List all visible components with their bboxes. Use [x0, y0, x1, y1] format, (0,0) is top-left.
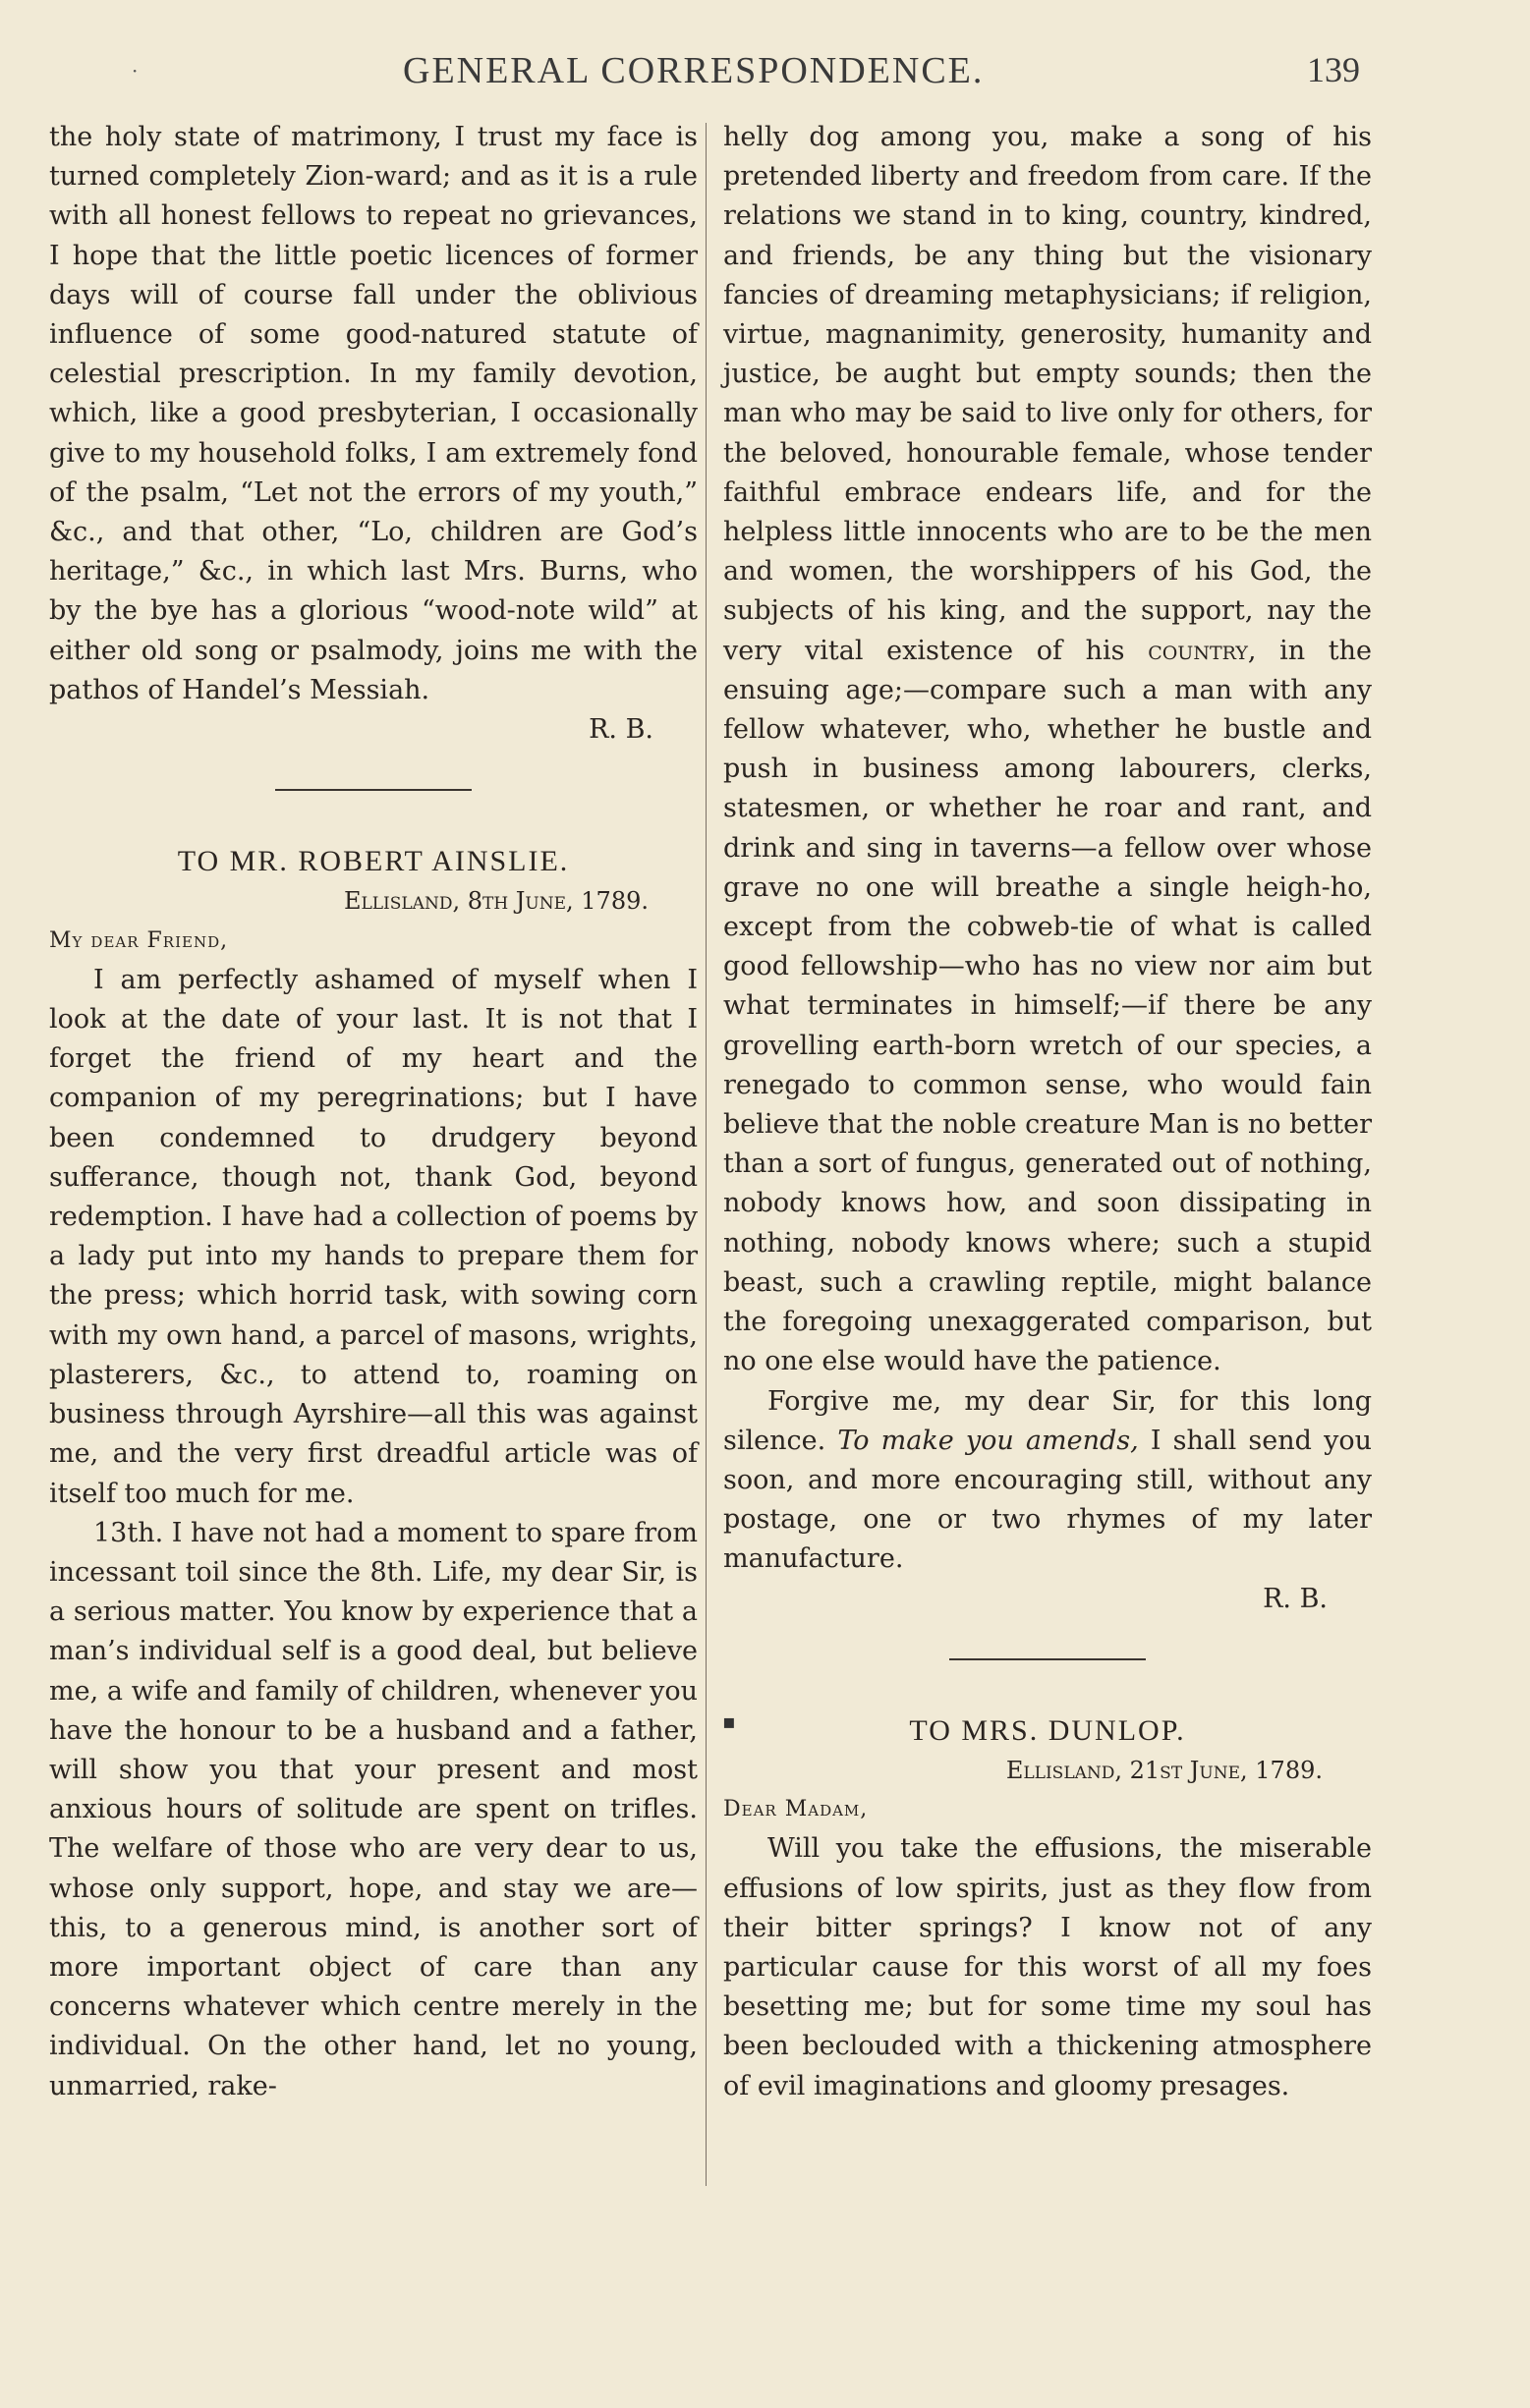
left-column [49, 118, 698, 2106]
letter-paragraph: Will you take the effusions, the miserable effusions of low spirits, just as they flow from their bitter springs? I know not of any particular cause for this worst of all my foes besetting me; but for some time my soul has been beclouded with a thickening atmosphere of evil imaginations and gloomy presages. [723, 1833, 1372, 2101]
column-divider [706, 123, 707, 2186]
paragraph-text: I shall send you soon, and more encouraging still, without any postage, one or two rhymes of my later manufacture. [723, 1425, 1372, 1575]
letter-heading-dunlop: TO MRS. DUNLOP. [909, 1713, 1186, 1747]
running-title: GENERAL CORRESPONDENCE. [403, 50, 985, 91]
paragraph-text: Forgive me, my dear Sir, for this long silence. [723, 1385, 1372, 1456]
letter-paragraph [723, 118, 1372, 1382]
paragraph-text: helly dog among you, make a song of his pretended liberty and freedom from care. If the relations we stand in to king, country, kindred, and friends, be any thing but the visionary fancies of dreaming metaphysicians; if religion, virtue, magnanimity, generosity, humanity and justice, be aught but empty sounds; then the man who may be said to live only for others, for the beloved, honourable female, whose tender faithful embrace endears life, and for the helpless little innocents who are to be the men and women, the worshippers of his God, the subjects of his king, and the support, nay the very vital existence of his [723, 122, 1372, 666]
margin-mark: ▪ [722, 1709, 736, 1733]
letter-salutation: Dear Madam, [723, 1797, 869, 1822]
signature-initials: R. B. [589, 714, 653, 746]
section-separator [949, 1658, 1146, 1660]
page-number: 139 [1307, 50, 1360, 89]
italic-phrase: To make you amends, [837, 1425, 1139, 1456]
letter-paragraph: I am perfectly ashamed of myself when I look at the date of your last. It is not that I forget the friend of my heart and the companion of my peregrinations; but I have been condemned to drudgery beyond sufferance, though not, thank God, beyond redemption. I have had a collection of poems by a lady put into my hands to prepare them for the press; which horrid task, with sowing corn with my own hand, a parcel of masons, wrights, plasterers, &c., to attend to, roaming on business through Ayrshire—all this was against me, and the very first dreadful article was of itself too much for me. [49, 964, 698, 1509]
letter-continuation-paragraph: the holy state of matrimony, I trust my face is turned completely Zion-ward; and as it is a rule with all honest fellows to repeat no grievances, I hope that the little poetic licences of former days will of course fall under the oblivious influence of some good-natured statute of celestial prescription. In my family devotion, which, like a good presbyterian, I occasionally give to my household folks, I am extremely fond of the psalm, “Let not the errors of my youth,” &c., and that other, “Lo, children are God’s heritage,” &c., in which last Mrs. Burns, who by the bye has a glorious “wood-note wild” at either old song or psalmody, joins me with the pathos of Handel’s Messiah. [49, 122, 698, 705]
running-header [0, 49, 1530, 98]
right-column [723, 118, 1372, 2106]
small-caps-word: country [1148, 635, 1248, 666]
paragraph-text: , in the ensuing age;—compare such a man with any fellow whatever, who, whether he bustle and push in business among labourers, clerks, statesmen, or whether he roar and rant, and drink and sing in taverns—a fellow over whose grave no one will breathe a single heigh-ho, except from the cobweb-tie of what is called good fellowship—who has no view nor aim but what terminates in himself;—if there be any grovelling earth-born wretch of our species, a renegado to common sense, who would fain believe that the noble creature Man is no better than a sort of fungus, generated out of nothing, nobody knows how, and soon dissipating in nothing, nobody knows where; such a stupid beast, such a crawling reptile, might balance the foregoing unexaggerated comparison, but no one else would have the patience. [723, 635, 1372, 1377]
letter-dateline: Ellisland, 8th June, 1789. [343, 887, 649, 916]
signature-initials: R. B. [1263, 1583, 1328, 1614]
letter-heading-ainslie: TO MR. ROBERT AINSLIE. [177, 845, 570, 878]
letter-paragraph [723, 1382, 1372, 1580]
header-dot: · [132, 59, 139, 83]
letter-salutation: My dear Friend, [49, 927, 229, 953]
letter-dateline: Ellisland, 21st June, 1789. [1005, 1756, 1323, 1784]
letter-paragraph: 13th. I have not had a moment to spare from incessant toil since the 8th. Life, my dear Sir, is a serious matter. You know by experience that a man’s individual self is a good deal, but believe me, a wife and family of children, whenever you have the honour to be a husband and a father, will show you that your present and most anxious hours of solitude are spent on trifles. The welfare of those who are very dear to us, whose only support, hope, and stay we are—this, to a generous mind, is another sort of more important object of care than any concerns whatever which centre merely in the individual. On the other hand, let no young, unmarried, rake- [49, 1517, 698, 2101]
section-separator [275, 789, 472, 791]
